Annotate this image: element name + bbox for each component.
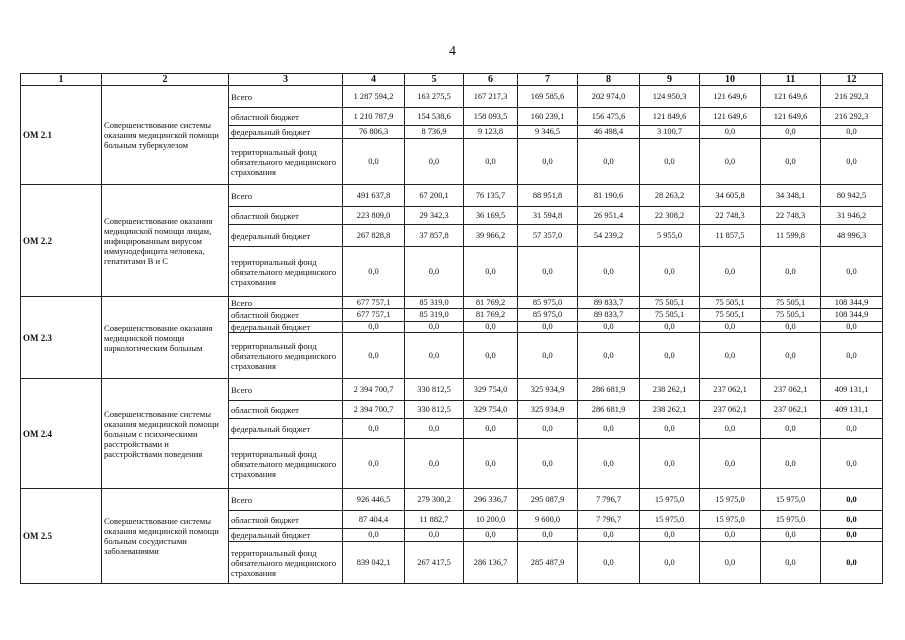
amount-cell: 0,0 [700, 126, 761, 139]
funding-source: территориальный фонд обязательного медицинского страхования [229, 439, 343, 489]
measure-name: Совершенствование системы оказания медицинской помощи больным с психическими расстройствами и расстройствами поведения [102, 379, 229, 489]
funding-source: областной бюджет [229, 401, 343, 419]
amount-cell: 15 975,0 [640, 511, 700, 529]
amount-cell: 0,0 [578, 419, 640, 439]
amount-cell: 10 200,0 [464, 511, 518, 529]
funding-source: Всего [229, 86, 343, 108]
measure-code: ОМ 2.1 [21, 86, 102, 185]
amount-cell: 0,0 [761, 333, 821, 379]
amount-cell: 677 757,1 [343, 309, 405, 322]
funding-source: областной бюджет [229, 207, 343, 225]
amount-cell: 0,0 [700, 333, 761, 379]
funding-source: областной бюджет [229, 511, 343, 529]
amount-cell: 0,0 [761, 439, 821, 489]
amount-cell: 325 934,9 [518, 379, 578, 401]
amount-cell: 0,0 [700, 419, 761, 439]
amount-cell: 1 287 594,2 [343, 86, 405, 108]
amount-cell: 34 348,1 [761, 185, 821, 207]
amount-cell: 121 649,6 [700, 86, 761, 108]
amount-cell: 238 262,1 [640, 401, 700, 419]
amount-cell: 11 599,8 [761, 225, 821, 247]
amount-cell: 46 498,4 [578, 126, 640, 139]
amount-cell: 0,0 [343, 333, 405, 379]
page-number: 4 [449, 44, 456, 59]
column-header: 3 [229, 74, 343, 86]
amount-cell: 279 300,2 [405, 489, 464, 511]
funding-source: федеральный бюджет [229, 419, 343, 439]
column-header: 1 [21, 74, 102, 86]
amount-cell: 22 748,3 [700, 207, 761, 225]
amount-cell: 2 394 700,7 [343, 379, 405, 401]
amount-cell: 0,0 [761, 126, 821, 139]
funding-source: Всего [229, 379, 343, 401]
amount-cell: 0,0 [343, 139, 405, 185]
amount-cell: 54 239,2 [578, 225, 640, 247]
budget-table [20, 73, 883, 584]
amount-cell: 0,0 [464, 322, 518, 333]
funding-source: федеральный бюджет [229, 529, 343, 542]
amount-cell: 39 966,2 [464, 225, 518, 247]
amount-cell: 0,0 [700, 139, 761, 185]
amount-cell: 22 748,3 [761, 207, 821, 225]
amount-cell: 15 975,0 [761, 511, 821, 529]
measure-code: ОМ 2.5 [21, 489, 102, 584]
amount-cell: 0,0 [761, 139, 821, 185]
amount-cell: 0,0 [821, 542, 883, 584]
amount-cell: 409 131,1 [821, 401, 883, 419]
amount-cell: 57 357,0 [518, 225, 578, 247]
amount-cell: 75 505,1 [640, 309, 700, 322]
amount-cell: 0,0 [761, 322, 821, 333]
amount-cell: 9 123,8 [464, 126, 518, 139]
amount-cell: 89 833,7 [578, 309, 640, 322]
amount-cell: 0,0 [405, 439, 464, 489]
measure-code: ОМ 2.4 [21, 379, 102, 489]
amount-cell: 0,0 [405, 333, 464, 379]
amount-cell: 0,0 [821, 322, 883, 333]
amount-cell: 85 319,0 [405, 309, 464, 322]
amount-cell: 0,0 [464, 333, 518, 379]
header-row [21, 74, 883, 86]
amount-cell: 325 934,9 [518, 401, 578, 419]
amount-cell: 156 475,6 [578, 108, 640, 126]
amount-cell: 0,0 [821, 419, 883, 439]
amount-cell: 330 812,5 [405, 401, 464, 419]
amount-cell: 237 062,1 [700, 379, 761, 401]
amount-cell: 0,0 [405, 322, 464, 333]
amount-cell: 223 809,0 [343, 207, 405, 225]
funding-source: территориальный фонд обязательного медицинского страхования [229, 247, 343, 297]
amount-cell: 237 062,1 [700, 401, 761, 419]
funding-source: Всего [229, 185, 343, 207]
funding-source: федеральный бюджет [229, 322, 343, 333]
amount-cell: 267 828,8 [343, 225, 405, 247]
funding-source: областной бюджет [229, 108, 343, 126]
amount-cell: 0,0 [821, 139, 883, 185]
amount-cell: 0,0 [821, 439, 883, 489]
column-header: 10 [700, 74, 761, 86]
amount-cell: 7 796,7 [578, 489, 640, 511]
amount-cell: 0,0 [405, 529, 464, 542]
amount-cell: 11 857,5 [700, 225, 761, 247]
amount-cell: 0,0 [640, 139, 700, 185]
amount-cell: 237 062,1 [761, 379, 821, 401]
amount-cell: 7 796,7 [578, 511, 640, 529]
amount-cell: 11 882,7 [405, 511, 464, 529]
column-header: 6 [464, 74, 518, 86]
amount-cell: 29 342,3 [405, 207, 464, 225]
amount-cell: 0,0 [578, 529, 640, 542]
amount-cell: 329 754,0 [464, 401, 518, 419]
amount-cell: 75 505,1 [640, 297, 700, 309]
amount-cell: 0,0 [640, 322, 700, 333]
amount-cell: 88 951,8 [518, 185, 578, 207]
amount-cell: 15 975,0 [761, 489, 821, 511]
amount-cell: 0,0 [640, 333, 700, 379]
column-header: 9 [640, 74, 700, 86]
amount-cell: 121 649,6 [700, 108, 761, 126]
amount-cell: 0,0 [405, 247, 464, 297]
amount-cell: 0,0 [761, 529, 821, 542]
amount-cell: 330 812,5 [405, 379, 464, 401]
amount-cell: 202 974,0 [578, 86, 640, 108]
funding-source: территориальный фонд обязательного медицинского страхования [229, 333, 343, 379]
amount-cell: 491 637,8 [343, 185, 405, 207]
amount-cell: 158 093,5 [464, 108, 518, 126]
measure-name: Совершенствование системы оказания медицинской помощи больным сосудистыми заболеваниями [102, 489, 229, 584]
amount-cell: 108 344,9 [821, 309, 883, 322]
amount-cell: 31 594,8 [518, 207, 578, 225]
amount-cell: 0,0 [640, 542, 700, 584]
amount-cell: 0,0 [761, 419, 821, 439]
amount-cell: 0,0 [343, 439, 405, 489]
column-header: 8 [578, 74, 640, 86]
amount-cell: 286 136,7 [464, 542, 518, 584]
amount-cell: 0,0 [700, 439, 761, 489]
amount-cell: 0,0 [578, 542, 640, 584]
amount-cell: 108 344,9 [821, 297, 883, 309]
amount-cell: 0,0 [518, 439, 578, 489]
amount-cell: 296 336,7 [464, 489, 518, 511]
amount-cell: 0,0 [700, 322, 761, 333]
column-header: 11 [761, 74, 821, 86]
amount-cell: 0,0 [821, 529, 883, 542]
amount-cell: 0,0 [464, 247, 518, 297]
amount-cell: 85 975,0 [518, 297, 578, 309]
table-row [21, 489, 883, 511]
amount-cell: 2 394 700,7 [343, 401, 405, 419]
amount-cell: 0,0 [640, 439, 700, 489]
amount-cell: 0,0 [821, 247, 883, 297]
amount-cell: 5 955,0 [640, 225, 700, 247]
amount-cell: 87 404,4 [343, 511, 405, 529]
amount-cell: 839 042,1 [343, 542, 405, 584]
amount-cell: 37 857,8 [405, 225, 464, 247]
amount-cell: 216 292,3 [821, 108, 883, 126]
amount-cell: 0,0 [343, 419, 405, 439]
amount-cell: 9 600,0 [518, 511, 578, 529]
amount-cell: 15 975,0 [700, 489, 761, 511]
measure-name: Совершенствование оказания медицинской помощи лицам, инфицированным вирусом иммунодефицита человека, гепатитами В и С [102, 185, 229, 297]
amount-cell: 75 505,1 [700, 297, 761, 309]
funding-source: Всего [229, 297, 343, 309]
funding-source: территориальный фонд обязательного медицинского страхования [229, 542, 343, 584]
amount-cell: 0,0 [578, 333, 640, 379]
measure-code: ОМ 2.2 [21, 185, 102, 297]
amount-cell: 0,0 [518, 247, 578, 297]
funding-source: федеральный бюджет [229, 126, 343, 139]
amount-cell: 677 757,1 [343, 297, 405, 309]
amount-cell: 0,0 [578, 247, 640, 297]
column-header: 4 [343, 74, 405, 86]
amount-cell: 85 319,0 [405, 297, 464, 309]
amount-cell: 237 062,1 [761, 401, 821, 419]
amount-cell: 121 849,6 [640, 108, 700, 126]
amount-cell: 0,0 [464, 439, 518, 489]
amount-cell: 0,0 [821, 489, 883, 511]
amount-cell: 238 262,1 [640, 379, 700, 401]
amount-cell: 0,0 [821, 511, 883, 529]
amount-cell: 15 975,0 [640, 489, 700, 511]
amount-cell: 81 190,6 [578, 185, 640, 207]
amount-cell: 160 239,1 [518, 108, 578, 126]
amount-cell: 9 346,5 [518, 126, 578, 139]
amount-cell: 0,0 [821, 126, 883, 139]
measure-name: Совершенствование системы оказания медицинской помощи больным туберкулезом [102, 86, 229, 185]
amount-cell: 163 275,5 [405, 86, 464, 108]
amount-cell: 121 649,6 [761, 86, 821, 108]
amount-cell: 0,0 [343, 322, 405, 333]
amount-cell: 154 538,6 [405, 108, 464, 126]
amount-cell: 26 951,4 [578, 207, 640, 225]
amount-cell: 926 446,5 [343, 489, 405, 511]
amount-cell: 0,0 [700, 542, 761, 584]
amount-cell: 0,0 [640, 419, 700, 439]
amount-cell: 75 505,1 [761, 309, 821, 322]
amount-cell: 85 975,0 [518, 309, 578, 322]
amount-cell: 167 217,3 [464, 86, 518, 108]
column-header: 2 [102, 74, 229, 86]
amount-cell: 75 505,1 [761, 297, 821, 309]
amount-cell: 8 736,9 [405, 126, 464, 139]
amount-cell: 0,0 [343, 247, 405, 297]
amount-cell: 15 975,0 [700, 511, 761, 529]
amount-cell: 89 833,7 [578, 297, 640, 309]
amount-cell: 75 505,1 [700, 309, 761, 322]
amount-cell: 0,0 [405, 419, 464, 439]
amount-cell: 0,0 [578, 322, 640, 333]
amount-cell: 0,0 [518, 139, 578, 185]
amount-cell: 0,0 [578, 139, 640, 185]
amount-cell: 286 681,9 [578, 379, 640, 401]
measure-name: Совершенствование оказания медицинской помощи наркологическим больным [102, 297, 229, 379]
amount-cell: 329 754,0 [464, 379, 518, 401]
amount-cell: 0,0 [700, 529, 761, 542]
funding-source: Всего [229, 489, 343, 511]
column-header: 7 [518, 74, 578, 86]
column-header: 5 [405, 74, 464, 86]
amount-cell: 0,0 [640, 529, 700, 542]
amount-cell: 0,0 [700, 247, 761, 297]
amount-cell: 3 100,7 [640, 126, 700, 139]
amount-cell: 124 950,3 [640, 86, 700, 108]
amount-cell: 286 681,9 [578, 401, 640, 419]
amount-cell: 295 087,9 [518, 489, 578, 511]
amount-cell: 0,0 [761, 542, 821, 584]
amount-cell: 0,0 [518, 419, 578, 439]
funding-source: территориальный фонд обязательного медицинского страхования [229, 139, 343, 185]
amount-cell: 0,0 [464, 529, 518, 542]
amount-cell: 409 131,1 [821, 379, 883, 401]
amount-cell: 81 769,2 [464, 297, 518, 309]
amount-cell: 80 942,5 [821, 185, 883, 207]
amount-cell: 0,0 [518, 333, 578, 379]
amount-cell: 216 292,3 [821, 86, 883, 108]
amount-cell: 121 649,6 [761, 108, 821, 126]
amount-cell: 0,0 [761, 247, 821, 297]
table-row [21, 379, 883, 401]
table-row [21, 297, 883, 309]
funding-source: федеральный бюджет [229, 225, 343, 247]
table-body [21, 86, 883, 584]
amount-cell: 0,0 [343, 529, 405, 542]
table-row [21, 86, 883, 108]
funding-source: областной бюджет [229, 309, 343, 322]
amount-cell: 169 585,6 [518, 86, 578, 108]
amount-cell: 28 263,2 [640, 185, 700, 207]
amount-cell: 48 996,3 [821, 225, 883, 247]
measure-code: ОМ 2.3 [21, 297, 102, 379]
amount-cell: 76 806,3 [343, 126, 405, 139]
amount-cell: 22 308,2 [640, 207, 700, 225]
amount-cell: 0,0 [578, 439, 640, 489]
amount-cell: 31 946,2 [821, 207, 883, 225]
column-header: 12 [821, 74, 883, 86]
amount-cell: 0,0 [518, 322, 578, 333]
amount-cell: 0,0 [464, 139, 518, 185]
amount-cell: 267 417,5 [405, 542, 464, 584]
amount-cell: 0,0 [821, 333, 883, 379]
amount-cell: 0,0 [464, 419, 518, 439]
amount-cell: 285 487,9 [518, 542, 578, 584]
amount-cell: 81 769,2 [464, 309, 518, 322]
amount-cell: 36 169,5 [464, 207, 518, 225]
amount-cell: 34 605,8 [700, 185, 761, 207]
amount-cell: 0,0 [518, 529, 578, 542]
table-row [21, 185, 883, 207]
amount-cell: 76 135,7 [464, 185, 518, 207]
amount-cell: 67 200,1 [405, 185, 464, 207]
amount-cell: 1 210 787,9 [343, 108, 405, 126]
amount-cell: 0,0 [405, 139, 464, 185]
amount-cell: 0,0 [640, 247, 700, 297]
